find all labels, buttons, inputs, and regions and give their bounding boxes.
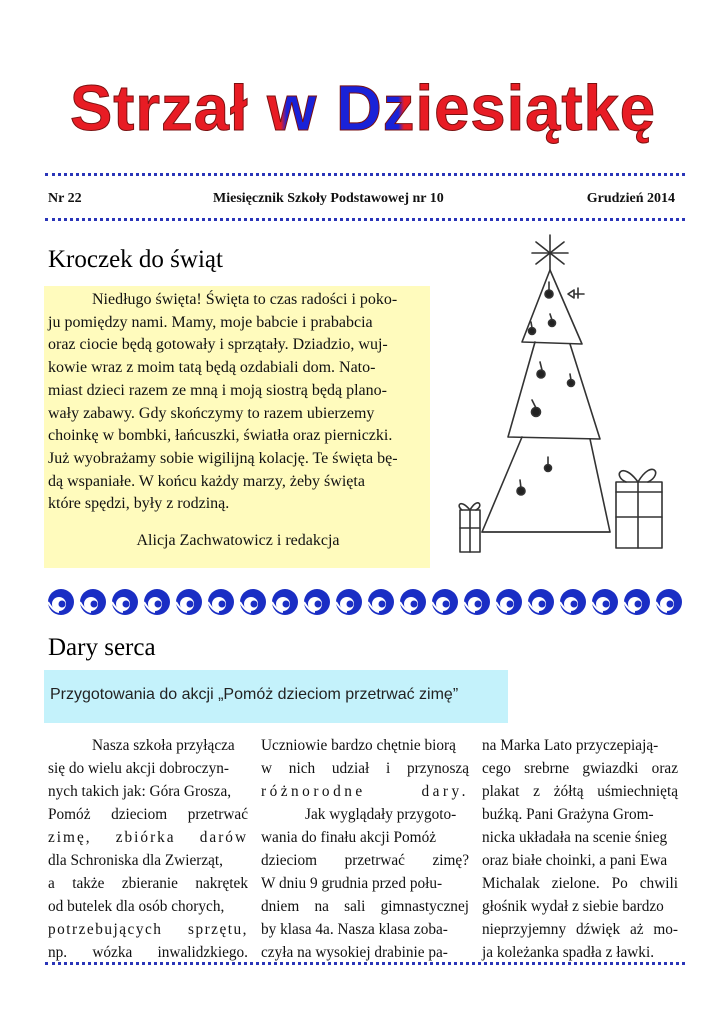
column-line: potrzebujących sprzętu, [48, 921, 248, 938]
intro-line: oraz ciocie będą gotowały i sprzątały. Dziadzio, wuj- [48, 336, 388, 354]
column-line: Nasza szkoła przyłącza [92, 737, 235, 754]
large-gift-icon [616, 469, 662, 548]
column-line: buźką. Pani Grażyna Grom- [482, 806, 654, 823]
column-line: ja koleżanka spadła z ławki. [482, 944, 655, 961]
article-title-dary-serca: Dary serca [48, 634, 156, 661]
intro-line: choinkę w bombki, łańcuszki, światła oraz pierniczki. [48, 427, 393, 445]
column-line: W dniu 9 grudnia przed połu- [261, 875, 443, 892]
christmas-tree-drawing [440, 232, 685, 562]
header-dotted-divider [45, 218, 685, 221]
bottom-dotted-divider [45, 962, 685, 965]
column-line: dla Schroniska dla Zwierząt, [48, 852, 224, 869]
column-line: dniem na sali gimnastycznej [261, 898, 469, 915]
intro-line: wały zabawy. Gdy skończymy to razem ubierzemy [48, 404, 375, 422]
column-line: na Marka Lato przyczepiają- [482, 737, 659, 754]
article-subheading: Przygotowania do akcji „Pomóż dzieciom przetrwać zimę” [50, 686, 459, 703]
column-line: oraz białe choinki, a pani Ewa [482, 852, 668, 869]
issue-date: Grudzień 2014 [586, 191, 675, 206]
small-gift-icon [459, 503, 480, 552]
column-line: się do wielu akcji dobroczyn- [48, 760, 229, 777]
column-line: zimę, zbiórka darów [48, 829, 248, 846]
intro-line: kowie wraz z moim tatą będą ozdabiali dom. Nato- [48, 359, 376, 377]
column-line: a także zbieranie nakrętek [48, 875, 248, 892]
wave-ornament-glyph [624, 589, 650, 615]
column-line: czyła na wysokiej drabinie pa- [261, 944, 448, 961]
intro-line: Już wyobrażamy sobie wigilijną kolację. Te święta bę- [48, 449, 398, 467]
intro-line: miast dzieci razem ze mną i moją siostrą będą plano- [48, 381, 387, 399]
column-line: w nich udział i przynoszą [261, 760, 469, 777]
column-line: głośnik wydał z siebie bardzo [482, 898, 664, 915]
wave-ornament-glyph [432, 589, 458, 615]
wave-ornament-glyph [656, 589, 682, 615]
column-line: by klasa 4a. Nasza klasa zoba- [261, 921, 448, 938]
column-line: nieprzyjemny dźwięk aż mo- [482, 921, 678, 938]
tree-ornaments [517, 282, 575, 495]
column-line: Michalak zielone. Po chwili [482, 875, 678, 892]
wave-ornament-glyph [304, 589, 330, 615]
issue-number: Nr 22 [48, 191, 82, 206]
column-line: Jak wyglądały przygoto- [305, 806, 457, 823]
wave-ornament-glyph [144, 589, 170, 615]
wave-ornament-glyph [368, 589, 394, 615]
wave-ornament-glyph [176, 589, 202, 615]
column-line: cego srebrne gwiazdki oraz [482, 760, 678, 777]
wave-ornament-glyph [400, 589, 426, 615]
intro-line: ju pomiędzy nami. Mamy, moje babcie i prababcia [48, 313, 373, 331]
column-line: różnorodne dary. [261, 783, 469, 800]
wave-ornament-glyph [560, 589, 586, 615]
publication-name: Miesięcznik Szkoły Podstawowej nr 10 [213, 191, 444, 206]
column-line: plakat z żółtą uśmiechniętą [482, 783, 678, 800]
article-column-2 [261, 734, 469, 964]
column-line: wania do finału akcji Pomóż [261, 829, 437, 846]
article-column-3 [482, 734, 678, 964]
wave-ornament-glyph [112, 589, 138, 615]
article-column-1 [48, 734, 248, 964]
wave-ornament-divider [45, 585, 685, 619]
intro-line: które spędzi, były z rodziną. [48, 495, 230, 513]
column-line: np. wózka inwalidzkiego. [48, 944, 248, 961]
intro-line: Niedługo święta! Święta to czas radości i poko- [92, 291, 398, 308]
tree-star-icon [532, 235, 568, 270]
wave-ornament-glyph [208, 589, 234, 615]
intro-line: dą wspaniałe. W końcu każdy marzy, żeby święta [48, 472, 365, 490]
intro-signature: Alicja Zachwatowicz i redakcja [136, 532, 340, 549]
newsletter-masthead [0, 58, 725, 148]
column-line: Uczniowie bardzo chętnie biorą [261, 737, 456, 754]
intro-article-text [48, 289, 428, 516]
column-line: dzieciom przetrwać zimę? [261, 852, 469, 869]
top-dotted-divider [45, 173, 685, 176]
masthead-title: Strzał w Dziesiątkę [70, 72, 656, 144]
wave-ornament-glyph [48, 589, 74, 615]
wave-ornament-glyph [240, 589, 266, 615]
article-title-kroczek: Kroczek do świąt [48, 246, 223, 273]
column-line: nicka układała na scenie śnieg [482, 829, 668, 846]
wave-ornament-glyph [80, 589, 106, 615]
column-line: nych takich jak: Góra Grosza, [48, 783, 232, 800]
wave-ornament-glyph [464, 589, 490, 615]
wave-ornament-glyph [496, 589, 522, 615]
wave-ornament-glyph [528, 589, 554, 615]
column-line: od butelek dla osób chorych, [48, 898, 225, 915]
wave-ornament-glyph [336, 589, 362, 615]
column-line: Pomóż dzieciom przetrwać [48, 806, 248, 823]
wave-ornament-glyph [272, 589, 298, 615]
wave-ornament-glyph [592, 589, 618, 615]
